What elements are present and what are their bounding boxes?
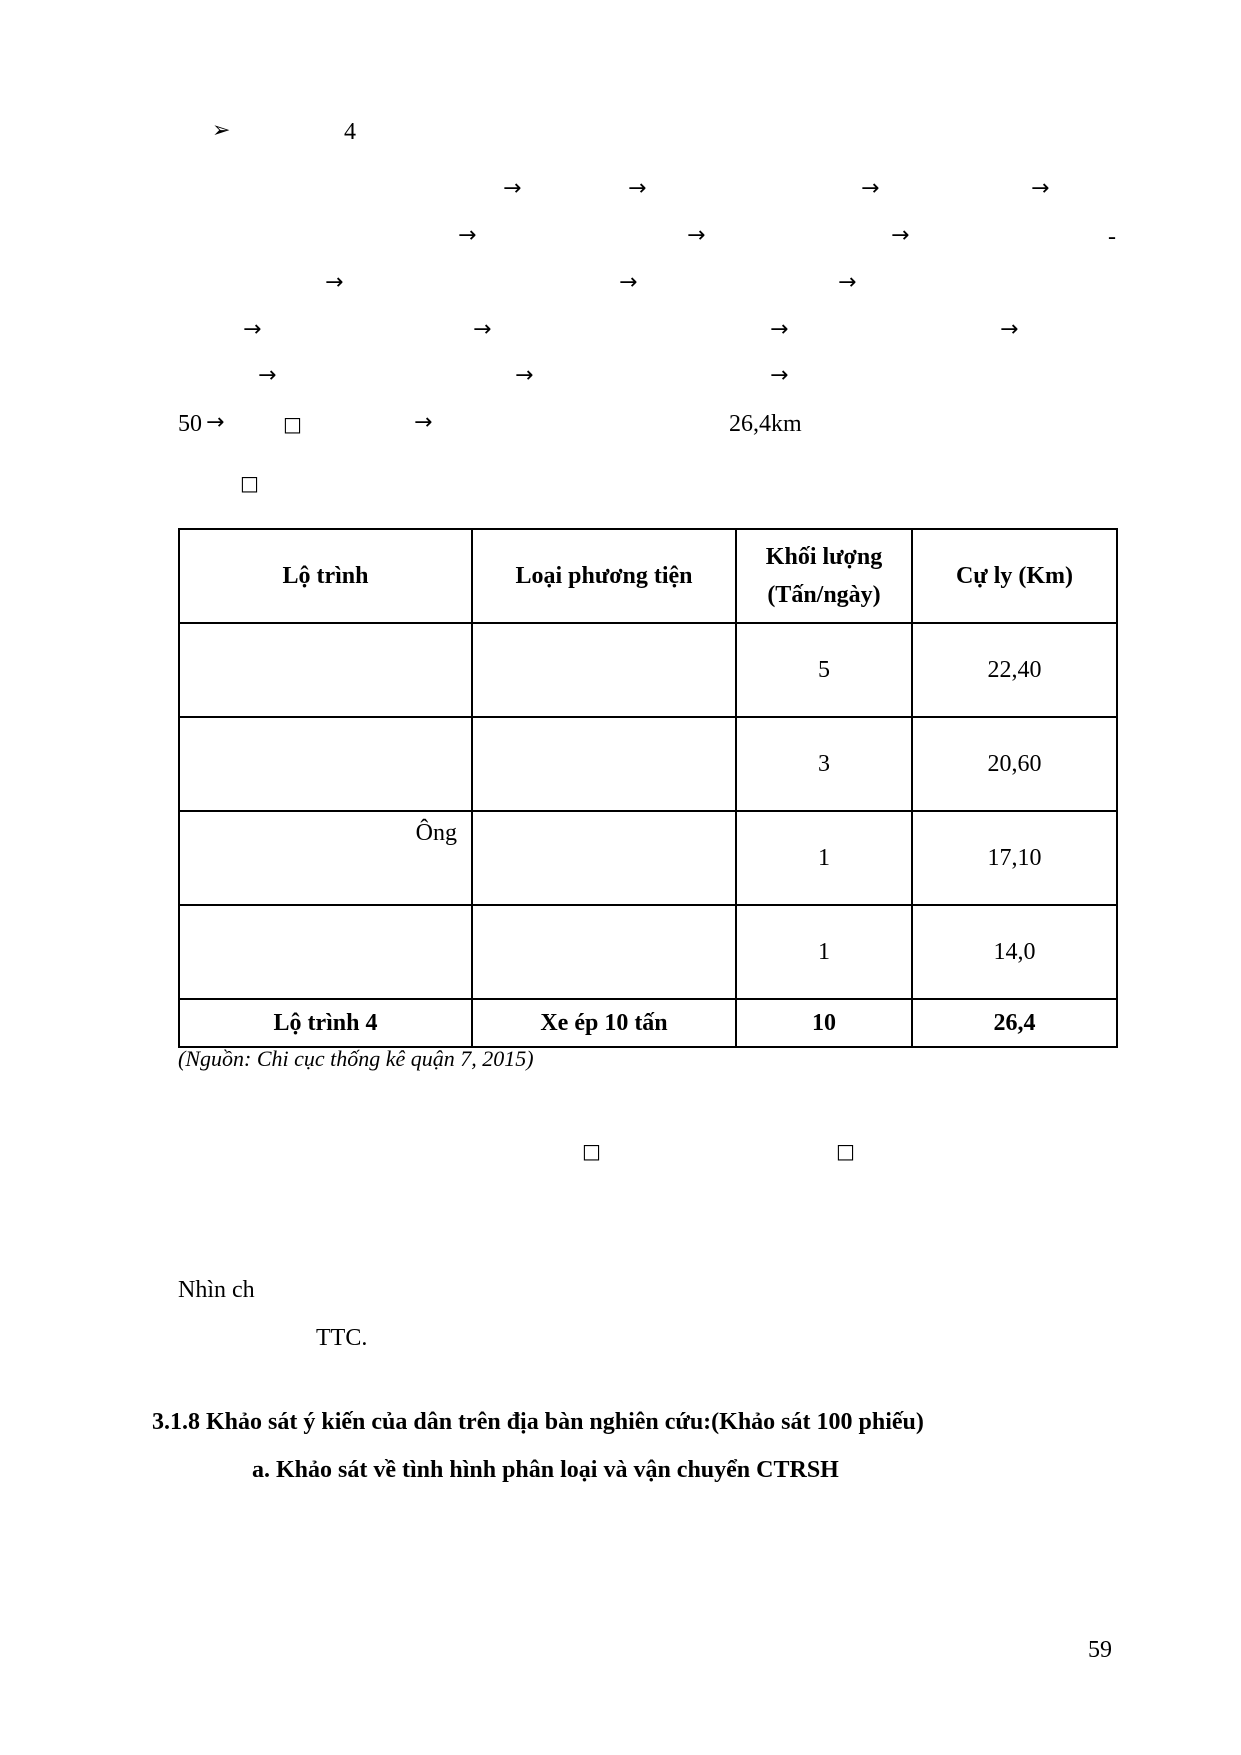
total-route: Lộ trình 4 — [179, 999, 472, 1047]
hyphen-mark: - — [1108, 224, 1116, 250]
cell-distance: 14,0 — [912, 905, 1117, 999]
arrow-icon: → — [258, 363, 277, 388]
cell-route — [179, 811, 472, 905]
arrow-icon: → — [1031, 176, 1050, 201]
arrow-icon: → — [838, 270, 857, 295]
cell-vehicle — [472, 623, 736, 717]
cell-mass: 1 — [736, 905, 912, 999]
arrow-icon: → — [458, 223, 477, 248]
arrow-icon: → — [515, 363, 534, 388]
missing-glyph-box: □ — [283, 412, 302, 436]
cell-vehicle — [472, 905, 736, 999]
header-distance: Cự ly (Km) — [912, 529, 1117, 623]
missing-glyph-box: □ — [836, 1139, 855, 1163]
cell-vehicle — [472, 811, 736, 905]
arrow-icon: → — [473, 317, 492, 342]
table-source: (Nguồn: Chi cục thống kê quận 7, 2015) — [178, 1046, 534, 1071]
paragraph-fragment: TTC. — [316, 1325, 368, 1351]
arrow-icon: → — [243, 317, 262, 342]
cell-route-fragment: Ông — [415, 820, 457, 846]
cell-vehicle — [472, 717, 736, 811]
missing-glyph-box: □ — [582, 1139, 601, 1163]
total-mass: 10 — [736, 999, 912, 1047]
route-table — [178, 528, 1118, 1048]
header-mass-line2: (Tấn/ngày) — [767, 582, 881, 608]
route-start-number: 50 — [178, 411, 202, 437]
arrow-icon: → — [861, 176, 880, 201]
arrow-icon: → — [770, 317, 789, 342]
arrow-icon: → — [891, 223, 910, 248]
bullet-icon: ➢ — [212, 118, 231, 143]
cell-route — [179, 717, 472, 811]
cell-route — [179, 905, 472, 999]
arrow-icon: → — [503, 176, 522, 201]
table-row — [179, 811, 1117, 905]
route-total-distance: 26,4km — [729, 411, 802, 437]
cell-distance: 20,60 — [912, 717, 1117, 811]
arrow-icon: → — [770, 363, 789, 388]
header-mass-line1: Khối lượng — [765, 543, 883, 570]
arrow-icon: → — [628, 176, 647, 201]
section-heading: 3.1.8 Khảo sát ý kiến của dân trên địa bàn nghiên cứu:(Khảo sát 100 phiếu) — [152, 1409, 924, 1435]
header-mass — [736, 529, 912, 623]
arrow-icon: → — [206, 410, 225, 435]
arrow-icon: → — [619, 270, 638, 295]
table-header-row — [179, 529, 1117, 623]
arrow-icon: → — [325, 270, 344, 295]
page-number: 59 — [1088, 1637, 1112, 1663]
header-vehicle: Loại phương tiện — [472, 529, 736, 623]
paragraph-fragment: Nhìn ch — [178, 1277, 255, 1303]
total-distance: 26,4 — [912, 999, 1117, 1047]
arrow-icon: → — [414, 410, 433, 435]
header-route: Lộ trình — [179, 529, 472, 623]
cell-distance: 17,10 — [912, 811, 1117, 905]
arrow-icon: → — [1000, 317, 1019, 342]
cell-mass: 3 — [736, 717, 912, 811]
bullet-text: 4 — [344, 119, 356, 145]
cell-distance: 22,40 — [912, 623, 1117, 717]
arrow-icon: → — [687, 223, 706, 248]
table-row — [179, 717, 1117, 811]
table-row — [179, 905, 1117, 999]
subsection-heading: a. Khảo sát về tình hình phân loại và vận chuyển CTRSH — [252, 1457, 839, 1483]
cell-route — [179, 623, 472, 717]
table-total-row — [179, 999, 1117, 1047]
table-row — [179, 623, 1117, 717]
cell-mass: 1 — [736, 811, 912, 905]
cell-mass: 5 — [736, 623, 912, 717]
total-vehicle: Xe ép 10 tấn — [472, 999, 736, 1047]
missing-glyph-box: □ — [240, 471, 259, 495]
